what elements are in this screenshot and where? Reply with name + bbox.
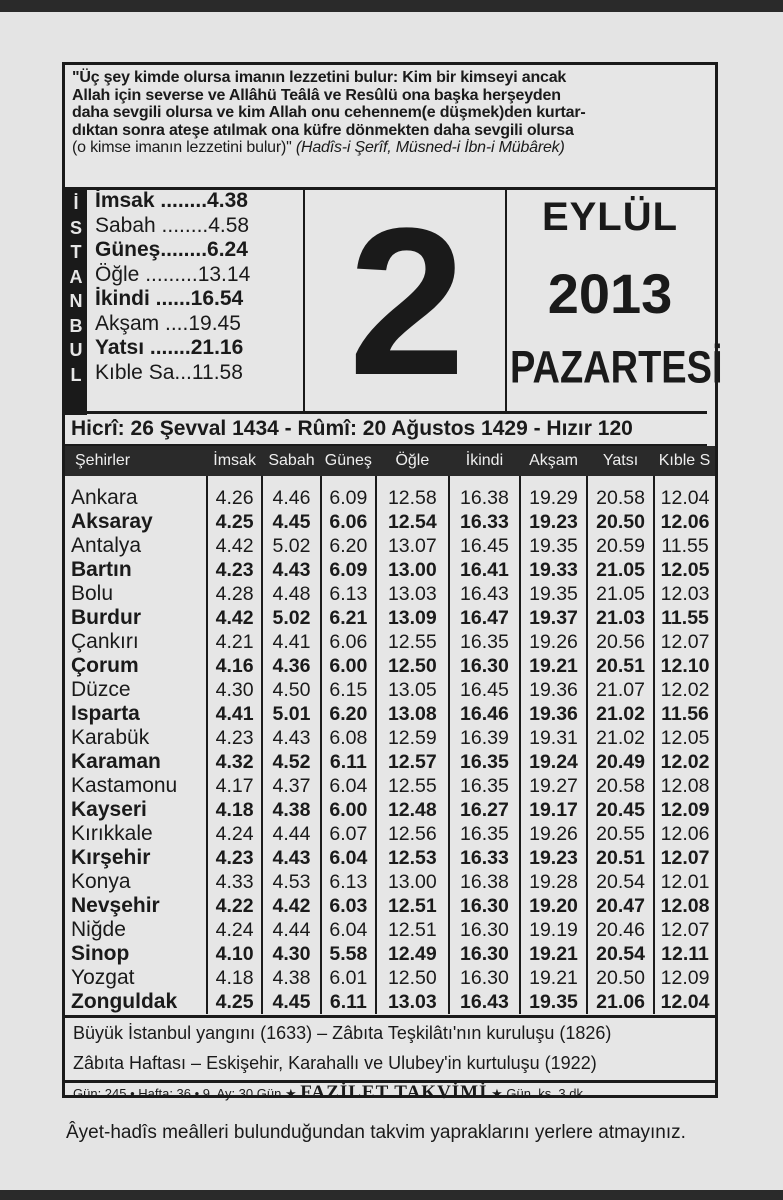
city-name: Karaman xyxy=(71,750,161,773)
city-name: Sinop xyxy=(71,942,130,965)
time-cell: 4.38 xyxy=(262,966,321,990)
time-cell: 16.35 xyxy=(449,774,520,798)
time-cell: 6.00 xyxy=(321,654,376,678)
time-cell: 16.35 xyxy=(449,822,520,846)
time-cell: 4.42 xyxy=(262,894,321,918)
time-cell: 12.58 xyxy=(376,476,449,510)
time-cell: 12.07 xyxy=(654,630,715,654)
column-header: Öğle xyxy=(376,446,449,476)
time-cell: 13.07 xyxy=(376,534,449,558)
city-name: Karabük xyxy=(71,726,150,749)
istanbul-time-item: Akşam ....19.45 xyxy=(95,311,241,335)
time-cell: 4.30 xyxy=(262,942,321,966)
time-cell: 12.04 xyxy=(654,476,715,510)
city-letter: B xyxy=(69,315,83,336)
time-cell: 19.35 xyxy=(520,582,587,606)
city-name: Düzce xyxy=(71,678,131,701)
city-times-table xyxy=(65,446,715,1014)
brand-name: FAZİLET TAKVİMİ xyxy=(300,1082,488,1103)
time-cell: 4.26 xyxy=(207,476,262,510)
table-row xyxy=(65,534,715,558)
city-name: Nevşehir xyxy=(71,894,160,917)
time-cell: 13.05 xyxy=(376,678,449,702)
time-cell: 16.30 xyxy=(449,894,520,918)
table-row xyxy=(65,846,715,870)
year: 2013 xyxy=(547,262,673,325)
time-cell: 12.49 xyxy=(376,942,449,966)
time-cell: 4.43 xyxy=(262,558,321,582)
table-row xyxy=(65,702,715,726)
bottom-edge-strip xyxy=(0,1190,783,1200)
istanbul-time-item: Öğle .........13.14 xyxy=(95,262,251,286)
time-cell: 4.23 xyxy=(207,726,262,750)
time-cell: 4.21 xyxy=(207,630,262,654)
city-name: Aksaray xyxy=(71,510,153,533)
time-cell: 5.01 xyxy=(262,702,321,726)
table-row xyxy=(65,918,715,942)
table-row xyxy=(65,606,715,630)
istanbul-time-item: Kıble Sa...11.58 xyxy=(95,360,243,384)
table-row xyxy=(65,774,715,798)
time-cell: 4.22 xyxy=(207,894,262,918)
time-cell: 21.05 xyxy=(587,558,654,582)
event-line: Zâbıta Haftası – Eskişehir, Karahallı ve Ulubey'in kurtuluşu (1922) xyxy=(73,1053,597,1073)
table-body xyxy=(65,476,715,1014)
month-name: EYLÜL xyxy=(541,195,679,239)
time-cell: 6.04 xyxy=(321,774,376,798)
istanbul-time-item: Güneş........6.24 xyxy=(95,238,248,261)
time-cell: 12.10 xyxy=(654,654,715,678)
time-cell: 16.35 xyxy=(449,630,520,654)
historical-events xyxy=(65,1015,715,1083)
time-cell: 4.45 xyxy=(262,510,321,534)
hadith-ending: (o kimse imanın lezzetini bulur)" xyxy=(72,139,292,156)
time-cell: 20.50 xyxy=(587,966,654,990)
time-cell: 19.36 xyxy=(520,678,587,702)
city-letter: U xyxy=(69,340,83,360)
time-cell: 12.51 xyxy=(376,894,449,918)
time-cell: 19.37 xyxy=(520,606,587,630)
time-cell: 4.24 xyxy=(207,822,262,846)
time-cell: 11.56 xyxy=(654,702,715,726)
city-letter: S xyxy=(69,217,82,238)
istanbul-time-item: İmsak ........4.38 xyxy=(95,189,248,212)
time-cell: 16.47 xyxy=(449,606,520,630)
time-cell: 12.59 xyxy=(376,726,449,750)
time-cell: 12.09 xyxy=(654,798,715,822)
time-cell: 12.07 xyxy=(654,918,715,942)
time-cell: 6.03 xyxy=(321,894,376,918)
time-cell: 16.45 xyxy=(449,678,520,702)
time-cell: 12.02 xyxy=(654,678,715,702)
column-header: Kıble S xyxy=(654,446,715,476)
time-cell: 20.55 xyxy=(587,822,654,846)
table-row xyxy=(65,510,715,534)
time-cell: 16.30 xyxy=(449,966,520,990)
table-row xyxy=(65,654,715,678)
time-cell: 20.47 xyxy=(587,894,654,918)
time-cell: 12.50 xyxy=(376,654,449,678)
time-cell: 19.23 xyxy=(520,846,587,870)
city-name: Zonguldak xyxy=(71,990,178,1013)
table-row xyxy=(65,894,715,918)
time-cell: 12.54 xyxy=(376,510,449,534)
time-cell: 19.26 xyxy=(520,630,587,654)
time-cell: 12.09 xyxy=(654,966,715,990)
time-cell: 19.35 xyxy=(520,534,587,558)
time-cell: 6.04 xyxy=(321,846,376,870)
time-cell: 4.36 xyxy=(262,654,321,678)
time-cell: 13.00 xyxy=(376,558,449,582)
time-cell: 12.06 xyxy=(654,510,715,534)
day-number: 2 xyxy=(348,184,462,419)
time-cell: 12.11 xyxy=(654,942,715,966)
time-cell: 4.42 xyxy=(207,606,262,630)
time-cell: 12.02 xyxy=(654,750,715,774)
time-cell: 16.30 xyxy=(449,654,520,678)
time-cell: 16.41 xyxy=(449,558,520,582)
istanbul-time-item: Yatsı .......21.16 xyxy=(95,336,244,359)
time-cell: 6.15 xyxy=(321,678,376,702)
time-cell: 5.58 xyxy=(321,942,376,966)
time-cell: 16.39 xyxy=(449,726,520,750)
time-cell: 4.33 xyxy=(207,870,262,894)
footer-day-length: ★ Gün. ks. 3 dk. xyxy=(491,1086,587,1101)
time-cell: 12.56 xyxy=(376,822,449,846)
time-cell: 6.21 xyxy=(321,606,376,630)
time-cell: 6.13 xyxy=(321,582,376,606)
city-name: Niğde xyxy=(71,918,126,941)
time-cell: 16.30 xyxy=(449,918,520,942)
time-cell: 13.03 xyxy=(376,582,449,606)
time-cell: 4.42 xyxy=(207,534,262,558)
hadith-line: "Üç şey kimde olursa imanın lezzetini bulur: Kim bir kimseyi ancak xyxy=(72,69,567,86)
respect-warning: Âyet-hadîs meâlleri bulunduğundan takvim yapraklarını yerlere atmayınız. xyxy=(66,1122,686,1143)
time-cell: 11.55 xyxy=(654,534,715,558)
hadith-line: Allah için severse ve Allâhü Teâlâ ve Resûlü ona başka herşeyden xyxy=(72,86,561,104)
city-name: Yozgat xyxy=(71,966,135,989)
event-line: Büyük İstanbul yangını (1633) – Zâbıta Teşkilâtı'nın kuruluşu (1826) xyxy=(73,1023,612,1043)
city-letter: N xyxy=(69,291,83,311)
time-cell: 6.11 xyxy=(321,750,376,774)
time-cell: 16.33 xyxy=(449,846,520,870)
time-cell: 13.09 xyxy=(376,606,449,630)
time-cell: 6.20 xyxy=(321,702,376,726)
time-cell: 19.17 xyxy=(520,798,587,822)
time-cell: 4.38 xyxy=(262,798,321,822)
city-letter: L xyxy=(70,364,82,385)
column-header: Şehirler xyxy=(65,446,207,476)
time-cell: 4.16 xyxy=(207,654,262,678)
city-name: Kayseri xyxy=(71,798,147,821)
time-cell: 4.48 xyxy=(262,582,321,606)
table-row xyxy=(65,630,715,654)
time-cell: 5.02 xyxy=(262,606,321,630)
time-cell: 4.46 xyxy=(262,476,321,510)
time-cell: 6.09 xyxy=(321,558,376,582)
table-row xyxy=(65,990,715,1014)
time-cell: 4.43 xyxy=(262,846,321,870)
time-cell: 4.37 xyxy=(262,774,321,798)
time-cell: 21.07 xyxy=(587,678,654,702)
column-header: Güneş xyxy=(321,446,376,476)
time-cell: 12.08 xyxy=(654,894,715,918)
time-cell: 19.31 xyxy=(520,726,587,750)
time-cell: 21.05 xyxy=(587,582,654,606)
city-name: Burdur xyxy=(71,606,141,629)
time-cell: 16.45 xyxy=(449,534,520,558)
time-cell: 20.58 xyxy=(587,476,654,510)
city-letter: T xyxy=(70,242,82,262)
time-cell: 6.13 xyxy=(321,870,376,894)
time-cell: 20.51 xyxy=(587,654,654,678)
time-cell: 6.06 xyxy=(321,510,376,534)
time-cell: 19.23 xyxy=(520,510,587,534)
time-cell: 4.44 xyxy=(262,918,321,942)
city-name: Çorum xyxy=(71,654,139,677)
time-cell: 19.20 xyxy=(520,894,587,918)
time-cell: 16.43 xyxy=(449,582,520,606)
hadith-source: (Hadîs-i Şerîf, Müsned-i İbn-i Mübârek) xyxy=(295,139,565,156)
time-cell: 6.06 xyxy=(321,630,376,654)
time-cell: 20.58 xyxy=(587,774,654,798)
time-cell: 12.03 xyxy=(654,582,715,606)
time-cell: 4.25 xyxy=(207,510,262,534)
time-cell: 4.45 xyxy=(262,990,321,1014)
time-cell: 20.49 xyxy=(587,750,654,774)
time-cell: 12.05 xyxy=(654,726,715,750)
table-row xyxy=(65,582,715,606)
time-cell: 21.02 xyxy=(587,702,654,726)
time-cell: 20.54 xyxy=(587,942,654,966)
time-cell: 12.50 xyxy=(376,966,449,990)
time-cell: 4.50 xyxy=(262,678,321,702)
table-row xyxy=(65,942,715,966)
time-cell: 19.36 xyxy=(520,702,587,726)
time-cell: 19.28 xyxy=(520,870,587,894)
time-cell: 4.30 xyxy=(207,678,262,702)
table-row xyxy=(65,558,715,582)
time-cell: 4.23 xyxy=(207,846,262,870)
time-cell: 19.29 xyxy=(520,476,587,510)
footer-bar xyxy=(65,1078,723,1108)
istanbul-prayer-times xyxy=(95,189,305,385)
time-cell: 16.46 xyxy=(449,702,520,726)
time-cell: 19.33 xyxy=(520,558,587,582)
time-cell: 16.38 xyxy=(449,870,520,894)
time-cell: 5.02 xyxy=(262,534,321,558)
time-cell: 19.21 xyxy=(520,966,587,990)
hicri-date-line: Hicrî: 26 Şevval 1434 - Rûmî: 20 Ağustos 1429 - Hızır 120 xyxy=(65,411,707,446)
weekday-name: PAZARTESİ xyxy=(510,342,723,394)
time-cell: 6.08 xyxy=(321,726,376,750)
time-cell: 4.43 xyxy=(262,726,321,750)
hadith-last-line xyxy=(72,139,708,157)
city-name: Kırşehir xyxy=(71,846,151,869)
time-cell: 4.18 xyxy=(207,966,262,990)
column-header: Sabah xyxy=(262,446,321,476)
table-row xyxy=(65,750,715,774)
city-name: Kastamonu xyxy=(71,774,178,797)
time-cell: 12.06 xyxy=(654,822,715,846)
time-cell: 12.55 xyxy=(376,774,449,798)
time-cell: 12.07 xyxy=(654,846,715,870)
table-row xyxy=(65,678,715,702)
time-cell: 6.09 xyxy=(321,476,376,510)
column-header: Akşam xyxy=(520,446,587,476)
time-cell: 4.52 xyxy=(262,750,321,774)
time-cell: 20.45 xyxy=(587,798,654,822)
time-cell: 19.21 xyxy=(520,654,587,678)
time-cell: 21.02 xyxy=(587,726,654,750)
time-cell: 12.55 xyxy=(376,630,449,654)
calendar-frame xyxy=(62,62,723,1103)
time-cell: 13.03 xyxy=(376,990,449,1014)
hadith-line: dıktan sonra ateşe atılmak ona küfre dönmekten daha sevgili olursa xyxy=(72,121,574,139)
time-cell: 6.00 xyxy=(321,798,376,822)
time-cell: 19.27 xyxy=(520,774,587,798)
city-name: Konya xyxy=(71,870,131,893)
time-cell: 13.08 xyxy=(376,702,449,726)
time-cell: 4.41 xyxy=(262,630,321,654)
time-cell: 11.55 xyxy=(654,606,715,630)
time-cell: 6.01 xyxy=(321,966,376,990)
day-box xyxy=(303,184,507,419)
istanbul-time-item: Sabah ........4.58 xyxy=(95,213,250,237)
time-cell: 19.21 xyxy=(520,942,587,966)
time-cell: 19.24 xyxy=(520,750,587,774)
time-cell: 21.06 xyxy=(587,990,654,1014)
time-cell: 16.27 xyxy=(449,798,520,822)
city-vertical-label xyxy=(65,187,87,415)
time-cell: 12.57 xyxy=(376,750,449,774)
time-cell: 20.56 xyxy=(587,630,654,654)
city-name: Bartın xyxy=(71,558,132,581)
time-cell: 19.26 xyxy=(520,822,587,846)
time-cell: 19.35 xyxy=(520,990,587,1014)
time-cell: 19.19 xyxy=(520,918,587,942)
time-cell: 6.04 xyxy=(321,918,376,942)
time-cell: 20.51 xyxy=(587,846,654,870)
time-cell: 20.46 xyxy=(587,918,654,942)
time-cell: 12.08 xyxy=(654,774,715,798)
time-cell: 4.23 xyxy=(207,558,262,582)
time-cell: 12.51 xyxy=(376,918,449,942)
table-row xyxy=(65,726,715,750)
time-cell: 20.50 xyxy=(587,510,654,534)
city-name: Antalya xyxy=(71,534,142,557)
hadith-line: daha sevgili olursa ve kim Allah onu cehennem(e düşmek)den kurtar- xyxy=(72,104,586,121)
table-row xyxy=(65,966,715,990)
time-cell: 20.54 xyxy=(587,870,654,894)
time-cell: 6.20 xyxy=(321,534,376,558)
city-name: Çankırı xyxy=(71,630,139,653)
time-cell: 16.30 xyxy=(449,942,520,966)
time-cell: 21.03 xyxy=(587,606,654,630)
time-cell: 4.18 xyxy=(207,798,262,822)
table-row xyxy=(65,822,715,846)
hadith-quote xyxy=(65,65,715,190)
table-header-row xyxy=(65,446,715,476)
time-cell: 16.38 xyxy=(449,476,520,510)
column-header: Yatsı xyxy=(587,446,654,476)
time-cell: 20.59 xyxy=(587,534,654,558)
time-cell: 4.10 xyxy=(207,942,262,966)
time-cell: 12.53 xyxy=(376,846,449,870)
time-cell: 4.24 xyxy=(207,918,262,942)
time-cell: 6.11 xyxy=(321,990,376,1014)
time-cell: 4.25 xyxy=(207,990,262,1014)
footer-day-info: Gün: 245 • Hafta: 36 • 9. Ay: 30 Gün ★ xyxy=(73,1086,297,1101)
time-cell: 12.05 xyxy=(654,558,715,582)
city-letter: A xyxy=(69,266,83,287)
column-header: İmsak xyxy=(207,446,262,476)
time-cell: 4.28 xyxy=(207,582,262,606)
top-binding-strip xyxy=(0,0,783,12)
time-cell: 4.41 xyxy=(207,702,262,726)
time-cell: 4.32 xyxy=(207,750,262,774)
column-header: İkindi xyxy=(449,446,520,476)
time-cell: 16.35 xyxy=(449,750,520,774)
time-cell: 4.53 xyxy=(262,870,321,894)
city-letter: İ xyxy=(73,193,79,213)
time-cell: 12.01 xyxy=(654,870,715,894)
time-cell: 16.33 xyxy=(449,510,520,534)
time-cell: 16.43 xyxy=(449,990,520,1014)
time-cell: 4.17 xyxy=(207,774,262,798)
city-name: Ankara xyxy=(71,486,138,509)
city-name: Isparta xyxy=(71,702,140,725)
time-cell: 12.04 xyxy=(654,990,715,1014)
city-name: Bolu xyxy=(71,582,114,605)
time-cell: 13.00 xyxy=(376,870,449,894)
time-cell: 6.07 xyxy=(321,822,376,846)
istanbul-time-item: İkindi ......16.54 xyxy=(95,287,244,310)
table-row xyxy=(65,798,715,822)
time-cell: 4.44 xyxy=(262,822,321,846)
table-row xyxy=(65,870,715,894)
city-name: Kırıkkale xyxy=(71,822,153,845)
time-cell: 12.48 xyxy=(376,798,449,822)
table-row xyxy=(65,476,715,510)
